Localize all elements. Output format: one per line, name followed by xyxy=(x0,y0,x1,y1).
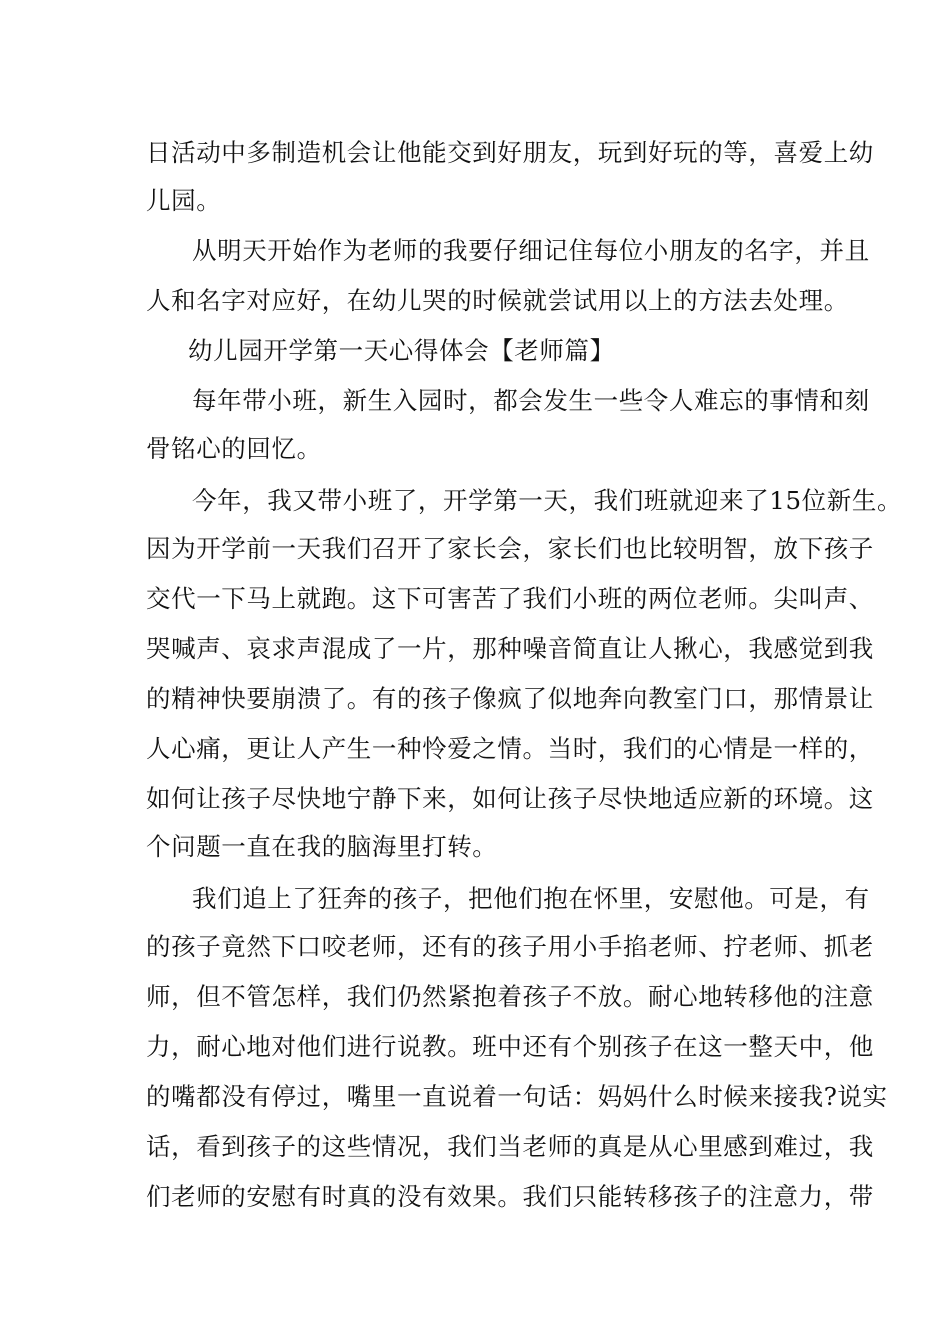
text-line: 交代一下马上就跑。这下可害苦了我们小班的两位老师。尖叫声、 xyxy=(146,584,874,613)
text-line: 的孩子竟然下口咬老师，还有的孩子用小手掐老师、拧老师、抓老 xyxy=(146,932,874,961)
text-line: 骨铭心的回忆。 xyxy=(146,434,322,463)
paragraph-start-line: 我们追上了狂奔的孩子，把他们抱在怀里，安慰他。可是，有 xyxy=(192,884,870,913)
text-line: 力，耐心地对他们进行说教。班中还有个别孩子在这一整天中，他 xyxy=(146,1032,874,1061)
text-line: 师，但不管怎样，我们仍然紧抱着孩子不放。耐心地转移他的注意 xyxy=(146,982,874,1011)
text-line: 个问题一直在我的脑海里打转。 xyxy=(146,832,498,861)
text-line: 话，看到孩子的这些情况，我们当老师的真是从心里感到难过，我 xyxy=(146,1132,874,1161)
text-line: 人心痛，更让人产生一种怜爱之情。当时，我们的心情是一样的， xyxy=(146,734,874,763)
text-line: 如何让孩子尽快地宁静下来，如何让孩子尽快地适应新的环境。这 xyxy=(146,784,874,813)
text-line: 们老师的安慰有时真的没有效果。我们只能转移孩子的注意力，带 xyxy=(146,1182,874,1211)
text-line: 儿园。 xyxy=(146,186,222,215)
paragraph-start-line: 今年，我又带小班了，开学第一天，我们班就迎来了15位新生。 xyxy=(192,486,903,515)
paragraph-start-line: 每年带小班，新生入园时，都会发生一些令人难忘的事情和刻 xyxy=(192,386,870,415)
section-heading: 幼儿园开学第一天心得体会【老师篇】 xyxy=(188,336,615,365)
text-line: 哭喊声、哀求声混成了一片，那种噪音简直让人揪心，我感觉到我 xyxy=(146,634,874,663)
paragraph-start-line: 从明天开始作为老师的我要仔细记住每位小朋友的名字，并且 xyxy=(192,236,870,265)
text-line: 人和名字对应好，在幼儿哭的时候就尝试用以上的方法去处理。 xyxy=(146,286,849,315)
text-line: 因为开学前一天我们召开了家长会，家长们也比较明智，放下孩子 xyxy=(146,534,874,563)
text-line: 的嘴都没有停过，嘴里一直说着一句话：妈妈什么时候来接我?说实 xyxy=(146,1082,888,1111)
text-line: 日活动中多制造机会让他能交到好朋友，玩到好玩的等，喜爱上幼 xyxy=(146,138,874,167)
text-line: 的精神快要崩溃了。有的孩子像疯了似地奔向教室门口，那情景让 xyxy=(146,684,874,713)
